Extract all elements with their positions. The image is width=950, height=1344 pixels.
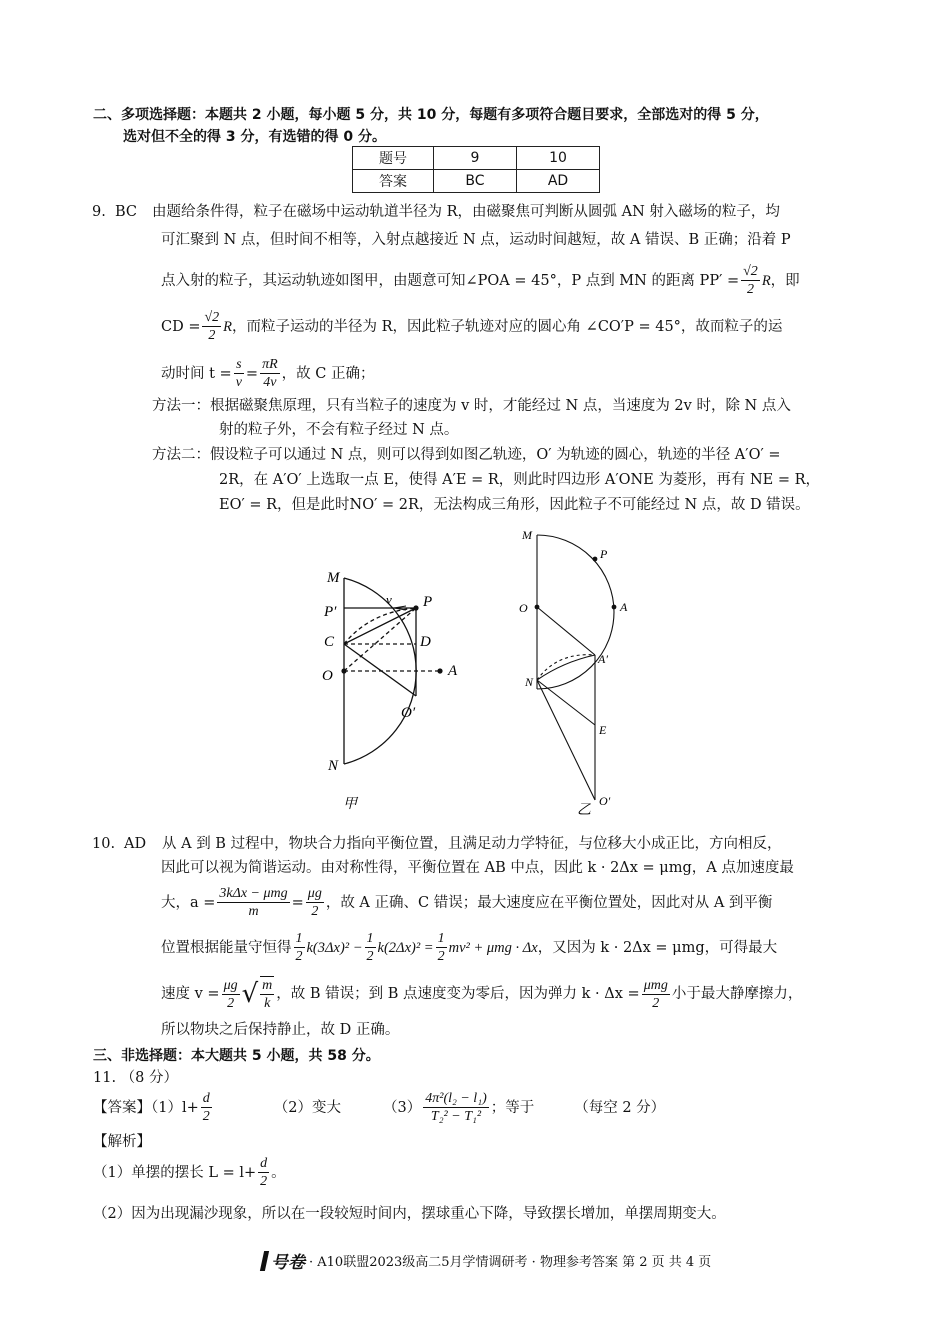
q10-line4	[161, 930, 777, 965]
fraction-numerator: μg	[223, 977, 238, 993]
q9-line5	[161, 356, 374, 391]
fraction-numerator: m	[262, 978, 273, 993]
sqrt-fraction	[260, 976, 274, 1012]
page-footer	[262, 1248, 711, 1273]
answer-note: （每空 2 分）	[574, 1099, 666, 1116]
q10-line1: 从 A 到 B 过程中，物块合力指向平衡位置，且满足动力学特征，与位移大小成正比，方向相反，	[162, 836, 782, 852]
q10-line3-text: ，故 A 正确、C 错误；最大速度应在平衡位置处，因此对从 A 到平衡	[325, 894, 773, 911]
label-p: P	[600, 547, 608, 561]
trajectory-arc	[537, 655, 595, 680]
fraction-numerator: μg	[307, 886, 322, 901]
fraction-numerator: πR	[262, 357, 278, 372]
point-a	[437, 668, 442, 673]
energy-term-3: mv² + μmg · Δx	[448, 939, 538, 956]
label-a: A	[448, 663, 458, 679]
fraction-denominator: 2	[746, 282, 754, 297]
fraction-denominator: 2	[202, 1109, 210, 1124]
q10-line2: 因此可以视为简谐运动。由对称性得，平衡位置在 AB 中点，因此 k · 2Δx = μmg，A 点加速度最	[161, 860, 794, 876]
fraction-numerator: 3kΔx − μmg	[219, 886, 288, 901]
label-p-prime: P′	[324, 604, 337, 620]
solution-1-text: （1）单摆的摆长 L = l+	[93, 1164, 257, 1181]
radius-symbol: R	[223, 318, 233, 335]
logo-text: 号卷	[271, 1253, 305, 1273]
fraction	[234, 356, 244, 391]
fraction-denominator: 4v	[263, 375, 277, 390]
fraction	[260, 356, 280, 391]
table-cell: 答案	[353, 170, 434, 193]
q9-line4	[161, 309, 782, 344]
fraction-denominator: k	[264, 996, 271, 1011]
q9-method2-line2: 2R，在 A′O′ 上选取一点 E，使得 A′E = R，则此时四边形 A′ONE 为菱形，再有 NE = R，	[219, 472, 821, 488]
q9-line1: 由题给条件得，粒子在磁场中运动轨道半径为 R，由磁聚焦可判断从圆弧 AN 射入磁场的粒子，均	[152, 204, 780, 220]
q9-line5-lhs: 动时间 t =	[161, 365, 232, 382]
answer-table	[352, 146, 600, 193]
q9-method2-line1: 方法二：假设粒子可以通过 N 点，则可以得到如图乙轨迹，O′ 为轨迹的圆心，轨迹的半径 A′O′ =	[152, 447, 781, 463]
fraction	[741, 263, 760, 298]
section2-heading-line1: 二、多项选择题：本题共 2 小题，每小题 5 分，共 10 分，每题有多项符合题目要求，全部选对的得 5 分，	[93, 107, 769, 123]
q11-answer-line	[93, 1090, 665, 1125]
fraction-numerator: μmg	[643, 977, 668, 993]
answer-3-label: （3）	[383, 1099, 422, 1116]
table-cell: 10	[517, 147, 600, 170]
caption-yi: 乙	[577, 803, 591, 818]
fraction	[217, 885, 289, 920]
fraction-numerator: 1	[366, 931, 374, 946]
table-cell: 9	[434, 147, 517, 170]
fraction	[258, 1155, 269, 1190]
fraction-numerator: √2	[743, 264, 758, 279]
q11-solution-2: （2）因为出现漏沙现象，所以在一段较短时间内，摆球重心下降，导致摆长增加，单摆周期变大。	[93, 1206, 726, 1222]
fraction	[423, 1090, 489, 1125]
section2-heading-line2: 选对但不全的得 3 分，有选错的得 0 分。	[123, 129, 386, 145]
q10-line4-text: ，又因为 k · 2Δx = μmg，可得最大	[537, 939, 778, 956]
line-no-prime	[537, 680, 595, 800]
label-a: A	[620, 600, 628, 614]
fraction-numerator: d	[260, 1156, 268, 1171]
fraction	[202, 309, 221, 344]
table-row	[353, 147, 600, 170]
fraction	[222, 977, 240, 1012]
fraction-numerator: √2	[204, 310, 220, 325]
energy-term-1: k(3Δx)² −	[306, 939, 363, 956]
answer-3-tail: ；等于	[490, 1099, 535, 1116]
solution-1-tail: 。	[271, 1164, 286, 1181]
label-n: N	[525, 675, 534, 689]
point-p	[413, 605, 418, 610]
fraction	[306, 885, 324, 920]
point-p	[593, 557, 598, 562]
fraction-numerator: s	[234, 356, 244, 374]
dashed-arc	[537, 655, 595, 680]
q10-line3-lhs: 大，a =	[161, 894, 216, 911]
fraction	[642, 977, 670, 1012]
fraction-denominator: T₂² − T₁²	[430, 1109, 482, 1124]
fraction-numerator: 1	[437, 931, 445, 946]
line-oa-prime	[537, 607, 595, 655]
table-cell: AD	[517, 170, 600, 193]
label-o-prime: O′	[401, 705, 416, 721]
q9-method1-line2: 射的粒子外，不会有粒子经过 N 点。	[219, 422, 459, 438]
fraction	[201, 1090, 212, 1125]
fraction-denominator: 2	[227, 995, 235, 1011]
fraction-denominator: 2	[260, 1174, 268, 1189]
q9-line3	[161, 263, 800, 298]
section3-heading: 三、非选择题：本大题共 5 小题，共 58 分。	[93, 1048, 380, 1064]
table-cell: BC	[434, 170, 517, 193]
fraction-denominator: m	[248, 904, 259, 919]
q10-line5-text: ，故 B 错误；到 B 点速度变为零后，因为弹力 k · Δx =	[276, 986, 640, 1002]
q9-line4-text: ，而粒子运动的半径为 R，因此粒子轨迹对应的圆心角 ∠CO′P = 45°，故而粒子的运	[232, 318, 783, 335]
q9-method1-line1: 方法一：根据磁聚焦原理，只有当粒子的速度为 v 时，才能经过 N 点，当速度为 2v 时，除 N 点入	[152, 398, 791, 414]
q9-line3-tail: ，即	[770, 272, 800, 289]
q9-line3-text: 点入射的粒子，其运动轨迹如图甲，由题意可知∠POA = 45°，P 点到 MN 的距离 PP′ =	[161, 272, 740, 289]
energy-term-2: k(2Δx)² =	[377, 939, 434, 956]
point-a	[612, 605, 617, 610]
fraction	[436, 930, 447, 965]
q9-line5-tail: ，故 C 正确；	[281, 365, 375, 382]
q11-solution-1	[93, 1155, 286, 1190]
fraction-numerator: 4π²(l₂ − l₁)	[425, 1091, 487, 1106]
figure-jia	[310, 560, 480, 820]
fraction-denominator: 2	[295, 949, 303, 964]
fraction-numerator: 1	[295, 931, 303, 946]
q10-line3	[161, 885, 772, 920]
fraction	[294, 930, 305, 965]
point-o	[535, 605, 540, 610]
line-ne	[537, 680, 595, 725]
answer-2: （2）变大	[273, 1099, 341, 1116]
fraction	[365, 930, 376, 965]
label-v: v	[386, 592, 392, 607]
label-o-prime: O′	[599, 794, 611, 808]
q9-line4-lhs: CD =	[161, 318, 201, 335]
q10-number: 10.	[92, 836, 116, 852]
label-m: M	[327, 570, 340, 586]
q9-number: 9.	[92, 204, 106, 220]
label-a-prime: A′	[598, 652, 608, 666]
dashed-op	[344, 608, 416, 671]
label-e: E	[599, 723, 607, 737]
label-p: P	[423, 594, 433, 610]
fraction-denominator: 2	[652, 995, 660, 1011]
label-m: M	[522, 528, 532, 542]
fraction-numerator: d	[202, 1091, 210, 1106]
fraction-denominator: 2	[208, 328, 216, 343]
equals-sign: =	[291, 894, 304, 911]
label-n: N	[328, 758, 339, 774]
label-o: O	[322, 668, 333, 684]
q10-line5-lhs: 速度 v =	[161, 986, 220, 1002]
q9-line2: 可汇聚到 N 点，但时间不相等，入射点越接近 N 点，运动时间越短，故 A 错误、B 正确；沿着 P	[161, 232, 791, 248]
q9-answer: BC	[115, 204, 138, 220]
q10-line5	[161, 976, 802, 1012]
label-c: C	[324, 634, 335, 650]
fraction-denominator: 2	[311, 904, 319, 919]
fraction-denominator: 2	[366, 949, 374, 964]
answer-label: 【答案】（1）l+	[93, 1099, 199, 1116]
fraction-denominator: 2	[437, 949, 445, 964]
equals-sign: =	[245, 365, 259, 382]
footer-text: · A10联盟2023级高二5月学情调研考 · 物理参考答案 第 2 页 共 4 页	[309, 1255, 712, 1270]
table-cell: 题号	[353, 147, 434, 170]
q10-line5-tail: 小于最大静摩擦力，	[671, 986, 803, 1002]
caption-jia: 甲	[343, 797, 357, 812]
label-d: D	[420, 634, 431, 650]
q10-line6: 所以物块之后保持静止，故 D 正确。	[161, 1022, 400, 1038]
sqrt-sign: √	[241, 979, 259, 1009]
fraction-denominator: v	[235, 375, 242, 390]
analysis-label: 【解析】	[93, 1134, 151, 1150]
q11-header: 11. （8 分）	[93, 1070, 179, 1086]
q10-line4-lhs: 位置根据能量守恒得	[161, 939, 292, 956]
radius-symbol: R	[761, 272, 771, 289]
point-o	[341, 668, 346, 673]
q9-method2-line3: EO′ = R，但是此时NO′ = 2R，无法构成三角形，因此粒子不可能经过 N 点，故 D 错误。	[219, 497, 810, 513]
q10-answer: AD	[124, 836, 147, 852]
logo-mark-icon	[260, 1251, 269, 1271]
line-co-prime	[344, 644, 416, 696]
figure-yi	[505, 520, 645, 820]
table-row	[353, 170, 600, 193]
label-o: O	[519, 601, 528, 615]
